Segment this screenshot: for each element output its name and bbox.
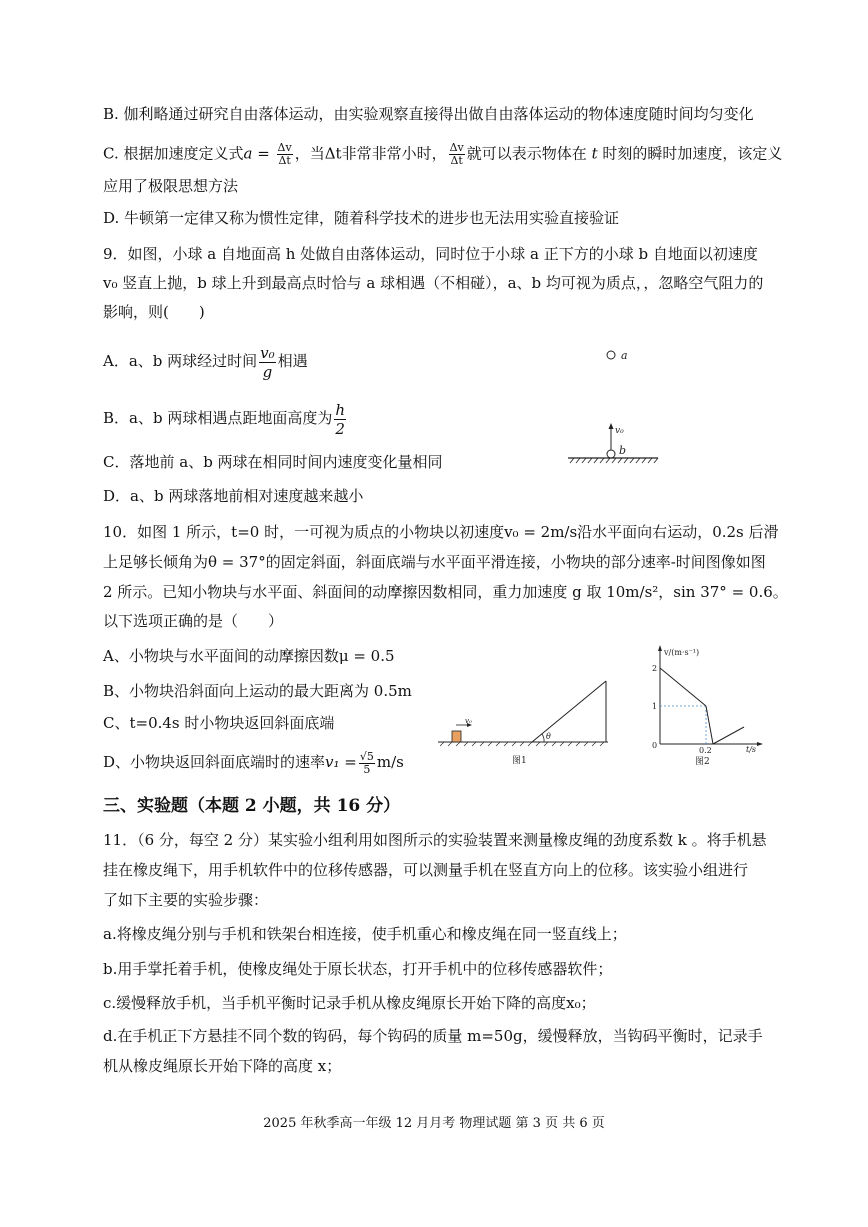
q9-option-a: A．a、b 两球经过时间 $\frac{\text{v₀}}{g}$ 相遇 bbox=[103, 343, 308, 381]
y-tick-label-1: 1 bbox=[652, 702, 658, 711]
q10-option-b: B、小物块沿斜面向上运动的最大距离为 0.5m bbox=[103, 682, 412, 700]
q11-step-d-line1: d.在手机正下方悬挂不同个数的钩码，每个钩码的质量 m=50g，缓慢释放，当钩码平衡时，记录手 bbox=[103, 1027, 763, 1045]
q8-c-pre: C. 根据加速度定义式 bbox=[103, 144, 244, 163]
q8-c-mid3: 时刻的瞬时加速度，该定义 bbox=[602, 144, 783, 163]
q10-option-a: A、小物块与水平面间的动摩擦因数μ = 0.5 bbox=[103, 647, 395, 665]
q9-b-fraction: $\frac{h}{2}$ bbox=[335, 400, 346, 438]
section-3-heading: 三、实验题（本题 2 小题，共 16 分） bbox=[103, 796, 401, 816]
q10-figure-2-chart bbox=[640, 640, 770, 772]
q11-step-a: a.将橡皮绳分别与手机和铁架台相连接，使手机重心和橡皮绳在同一竖直线上； bbox=[103, 925, 627, 943]
q11-step-d-line2: 机从橡皮绳原长开始下降的高度 x； bbox=[103, 1057, 342, 1075]
q8-c-fraction-2: $\frac{\Delta v}{\Delta t}$ bbox=[449, 141, 464, 167]
fig1-v0: v₀ bbox=[465, 717, 472, 725]
fig2-caption: 图2 bbox=[695, 757, 710, 767]
ball-b-label: b bbox=[619, 444, 627, 457]
incline-hyp bbox=[532, 681, 606, 742]
q10-option-c: C、t=0.4s 时小物块返回斜面底端 bbox=[103, 714, 335, 732]
series-segment-2 bbox=[706, 706, 713, 744]
q9-option-d: D．a、b 两球落地前相对速度越来越小 bbox=[103, 487, 364, 505]
q8-c-mid1: ，当Δt非常非常小时， bbox=[294, 144, 447, 163]
q11-stem-line2: 挂在橡皮绳下，用手机软件中的位移传感器，可以测量手机在竖直方向上的位移。该实验小组进行 bbox=[103, 861, 749, 879]
origin-label: 0 bbox=[652, 741, 658, 750]
q9-figure bbox=[560, 340, 670, 470]
fig1-hatch bbox=[440, 742, 604, 746]
q10-option-d: D、小物块返回斜面底端时的速率v₁ = $\frac{√5}{5}$ m/s bbox=[103, 749, 404, 776]
x-tick-label-0.2: 0.2 bbox=[699, 746, 712, 755]
q8-c-fraction-1: $\frac{\Delta v}{\Delta t}$ bbox=[277, 141, 292, 167]
series-segment-3 bbox=[713, 727, 744, 744]
ground-hatch bbox=[570, 458, 658, 463]
y-tick-label-2: 2 bbox=[652, 664, 658, 673]
fig1-theta: θ bbox=[546, 732, 551, 741]
q10-stem-line3: 2 所示。已知小物块与水平面、斜面间的动摩擦因数相同，重力加速度 g 取 10m/s²，sin 37° = 0.6。 bbox=[103, 583, 788, 601]
q9-stem-line2: v₀ 竖直上抛，b 球上升到最高点时恰与 a 球相遇（不相碰），a、b 均可视为质点，，忽略空气阻力的 bbox=[103, 274, 764, 292]
ball-a bbox=[607, 351, 615, 359]
q9-option-c: C．落地前 a、b 两球在相同时间内速度变化量相同 bbox=[103, 453, 443, 471]
q8-c-mid2: 就可以表示物体在 bbox=[466, 144, 587, 163]
q8-c-t: t bbox=[591, 144, 598, 163]
q10-stem-line2: 上足够长倾角为θ = 37°的固定斜面，斜面底端与水平面平滑连接，小物块的部分速率-时间图像如图 bbox=[103, 553, 766, 571]
q10-figure-1 bbox=[432, 672, 622, 772]
q10-d-fraction: $\frac{√5}{5}$ bbox=[359, 749, 374, 776]
page-footer: 2025 年秋季高一年级 12 月月考 物理试题 第 3 页 共 6 页 bbox=[263, 1116, 605, 1131]
q9-option-b: B．a、b 两球相遇点距地面高度为 $\frac{h}{2}$ bbox=[103, 400, 346, 438]
q11-stem-line1: 11．（6 分，每空 2 分）某实验小组利用如图所示的实验装置来测量橡皮绳的劲度系数 k 。将手机悬 bbox=[103, 831, 767, 849]
q8-option-c-line2: 应用了极限思想方法 bbox=[103, 177, 239, 195]
q8-option-c bbox=[103, 142, 782, 167]
ball-b bbox=[607, 450, 615, 458]
q8-c-formula: a = bbox=[243, 144, 270, 163]
x-axis-label: t/s bbox=[746, 745, 757, 754]
q11-step-c: c.缓慢释放手机，当手机平衡时记录手机从橡皮绳原长开始下降的高度x₀； bbox=[103, 994, 596, 1012]
q10-stem-line4: 以下选项正确的是（ ） bbox=[103, 612, 284, 630]
series-segment-1 bbox=[660, 668, 706, 706]
block bbox=[452, 731, 461, 742]
fig1-caption: 图1 bbox=[512, 756, 527, 766]
q11-step-b: b.用手掌托着手机，使橡皮绳处于原长状态，打开手机中的位移传感器软件； bbox=[103, 960, 613, 978]
y-axis-label: v/(m·s⁻¹) bbox=[664, 648, 700, 657]
q9-stem-line1: 9．如图，小球 a 自地面高 h 处做自由落体运动，同时位于小球 a 正下方的小球 b 自地面以初速度 bbox=[103, 245, 758, 263]
ball-a-label: a bbox=[621, 349, 628, 362]
q8-option-b: B. 伽利略通过研究自由落体运动，由实验观察直接得出做自由落体运动的物体速度随时间均匀变化 bbox=[103, 105, 754, 123]
q9-stem-line3: 影响，则( ) bbox=[103, 303, 205, 321]
q10-stem-line1: 10．如图 1 所示，t=0 时，一可视为质点的小物块以初速度v₀ = 2m/s沿水平面向右运动，0.2s 后滑 bbox=[103, 523, 779, 541]
q9-a-fraction: $\frac{\text{v₀}}{g}$ bbox=[260, 343, 275, 381]
q8-option-d: D. 牛顿第一定律又称为惯性定律，随着科学技术的进步也无法用实验直接验证 bbox=[103, 209, 620, 227]
q11-stem-line3: 了如下主要的实验步骤： bbox=[103, 891, 269, 909]
v0-label: v₀ bbox=[615, 426, 624, 436]
